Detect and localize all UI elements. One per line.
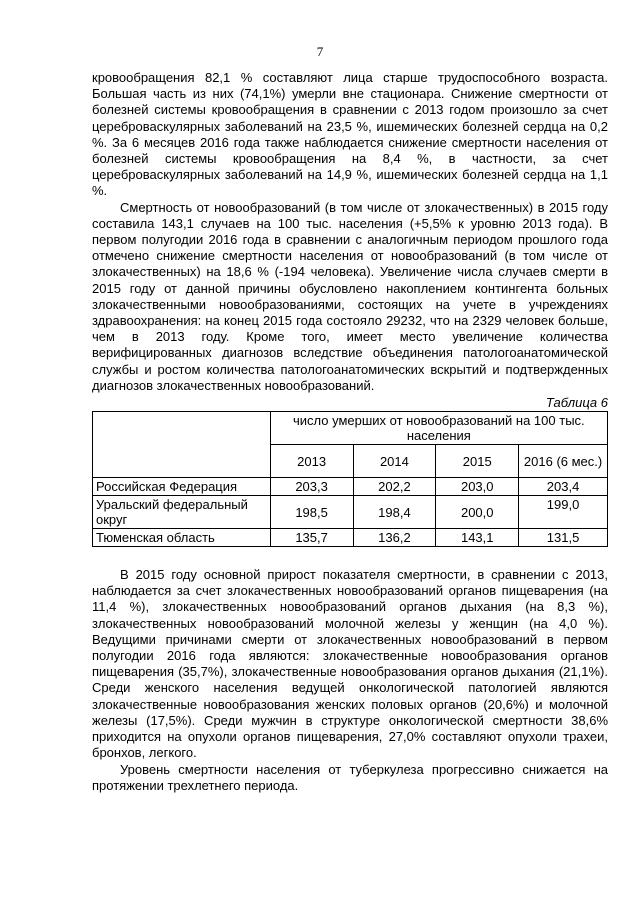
page-number: 7 bbox=[316, 44, 324, 59]
paragraph: Уровень смертности населения от туберкулеза прогрессивно снижается на протяжении трехлетнего периода. bbox=[92, 761, 608, 793]
region-cell: Тюменская область bbox=[93, 529, 271, 547]
mortality-table bbox=[92, 411, 608, 547]
value-cell: 203,4 bbox=[519, 478, 608, 496]
table-header-row bbox=[93, 412, 608, 445]
value-cell: 143,1 bbox=[436, 529, 519, 547]
table-row bbox=[93, 496, 608, 529]
region-cell: Уральский федеральный округ bbox=[93, 496, 271, 529]
table-row bbox=[93, 478, 608, 496]
year-header: 2016 (6 мес.) bbox=[519, 445, 608, 478]
value-cell: 199,0 bbox=[519, 496, 608, 529]
value-cell: 203,3 bbox=[270, 478, 353, 496]
year-header: 2014 bbox=[353, 445, 436, 478]
table-corner-cell bbox=[93, 412, 271, 478]
region-cell: Российская Федерация bbox=[93, 478, 271, 496]
value-cell: 203,0 bbox=[436, 478, 519, 496]
paragraph: кровообращения 82,1 % составляют лица старше трудоспособного возраста. Большая часть из них (74,1%) умерли вне стационара. Снижение смертности от болезней системы кровообращения в сравнении с 2013 годом произошло за счет цереброваскулярных заболеваний на 23,5 %, ишемических болезней сердца на 0,2 %. За 6 месяцев 2016 года также наблюдается снижение смертности населения от болезней системы кровообращения на 8,4 %, в частности, за счет цереброваскулярных заболеваний на 14,9 %, ишемических болезней сердца на 1,1 %. bbox=[92, 70, 608, 199]
document-body bbox=[92, 70, 608, 794]
value-cell: 198,5 bbox=[270, 496, 353, 529]
paragraph: Смертность от новообразований (в том числе от злокачественных) в 2015 году составила 143,1 случаев на 100 тыс. населения (+5,5% к уровню 2013 года). В первом полугодии 2016 года в сравнении с аналогичным периодом прошлого года отмечено снижение смертности населения от новообразований (в том числе от злокачественных) на 18,6 % (-194 человека). Увеличение числа случаев смерти в 2015 году от данной причины обусловлено накоплением контингента больных злокачественными новообразованиями, состоящих на учете в учреждениях здравоохранения: на конец 2015 года состояло 29232, что на 2329 человек больше, чем в 2013 году. Кроме того, имеет место увеличение количества верифицированных диагнозов вследствие объединения патологоанатомической службы и ростом количества патологоанатомических вскрытий и подтвержденных диагнозов злокачественных новообразований. bbox=[92, 199, 608, 393]
paragraph: В 2015 году основной прирост показателя смертности, в сравнении с 2013, наблюдается за счет злокачественных новообразований органов пищеварения (на 11,4 %), злокачественных новообразований органов дыхания (на 8,3 %), злокачественных новообразований молочной железы у женщин (на 4,0 %). Ведущими причинами смерти от злокачественных новообразований в первом полугодии 2016 года являются: злокачественные новообразования органов пищеварения (35,7%), злокачественные новообразования органов дыхания (21,1%). Среди женского населения ведущей онкологической патологией являются злокачественные новообразования женских половых органов (20,6%) и молочной железы (17,5%). Среди мужчин в структуре онкологической смертности 38,6% приходится на опухоли органов пищеварения, 27,0% составляют опухоли трахеи, бронхов, легкого. bbox=[92, 567, 608, 761]
value-cell: 202,2 bbox=[353, 478, 436, 496]
table-caption: Таблица 6 bbox=[545, 395, 608, 411]
year-header: 2013 bbox=[270, 445, 353, 478]
value-cell: 200,0 bbox=[436, 496, 519, 529]
value-cell: 135,7 bbox=[270, 529, 353, 547]
value-cell: 131,5 bbox=[519, 529, 608, 547]
value-cell: 198,4 bbox=[353, 496, 436, 529]
table-group-header: число умерших от новообразований на 100 тыс. населения bbox=[270, 412, 607, 445]
table-row bbox=[93, 529, 608, 547]
year-header: 2015 bbox=[436, 445, 519, 478]
value-cell: 136,2 bbox=[353, 529, 436, 547]
